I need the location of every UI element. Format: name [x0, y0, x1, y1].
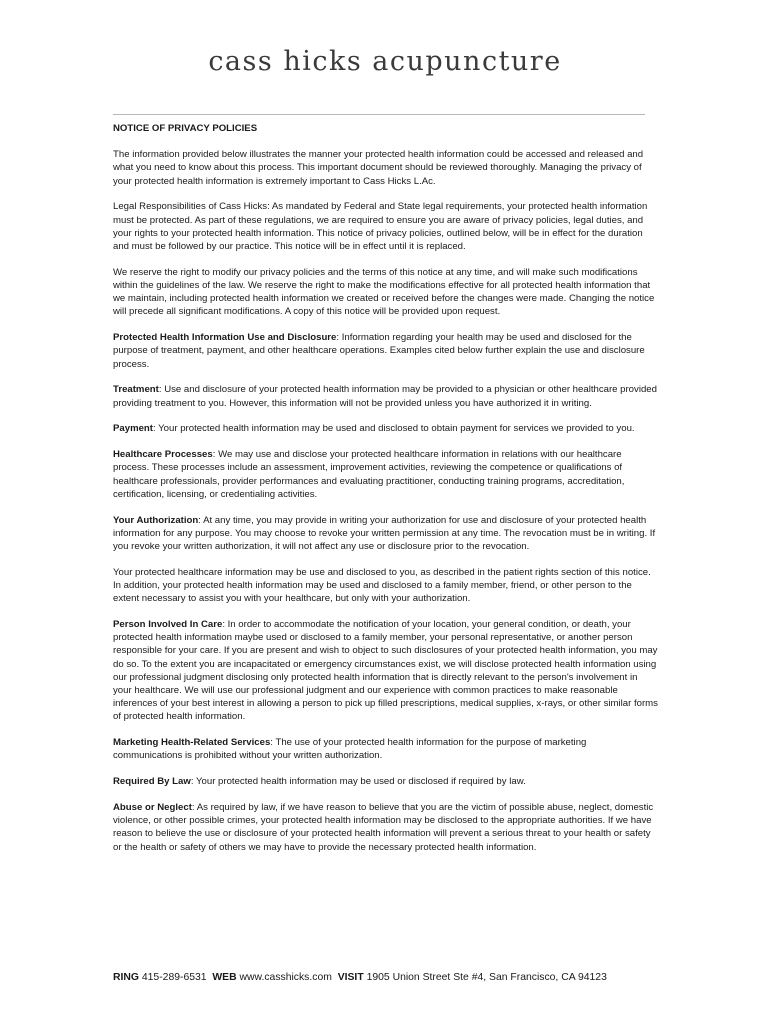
address: 1905 Union Street Ste #4, San Francisco, CA 94123 [366, 972, 607, 983]
paragraph [113, 566, 658, 606]
paragraph [113, 736, 658, 762]
notice-body [113, 122, 658, 866]
paragraph [113, 331, 658, 371]
paragraph-text: : Your protected health information may be used and disclosed to obtain payment for services we provided to you. [153, 423, 635, 435]
paragraph-text: : Information regarding your health may be used and disclosed for the purpose of treatment, payment, and other healthcare operations. Examples cited below further explain the use and disclosure process. [113, 332, 645, 370]
paragraph [113, 266, 658, 319]
paragraph [113, 422, 658, 435]
paragraph-text: : The use of your protected health information for the purpose of marketing communications is prohibited without your written authorization. [113, 737, 587, 762]
website: www.casshicks.com [239, 972, 332, 983]
paragraph-heading: Payment [113, 423, 153, 435]
paragraph-heading: Required By Law [113, 776, 191, 788]
visit-label: VISIT [337, 972, 364, 983]
paragraph-text: : As required by law, if we have reason to believe that you are the victim of possible abuse, neglect, domestic violence, or other possible crimes, your protected health information may be disclosed to the appropriate authorities. If we have reason to believe the use or disclosure of your protected health information will prevent a serious threat to your health or safety or the health or safety of others we may have to provide the necessary protected health information. [113, 802, 654, 853]
header-divider [113, 114, 645, 115]
paragraph-heading: Your Authorization [113, 514, 199, 526]
paragraph-text: : In order to accommodate the notification of your location, your general condition, or death, your protected health information maybe used or disclosed to a family member, your personal representative, or another person responsible for your care. If you are present and wish to object to such disclosures of your protected health information, you may do so. To the extent you are incapacitated or emergency circumstances exist, we will disclose protected health information using our professional judgment disclosing only protected health information that is directly relevant to the person's involvement in your healthcare. We will use our professional judgment and our experience with common practices to make reasonable inferences of your best interest in allowing a person to pick up filled prescriptions, medical supplies, x-rays, or other similar forms of protected health information. [113, 619, 658, 723]
paragraph-text: Your protected healthcare information may be use and disclosed to you, as described in the patient rights section of this notice. In addition, your protected health information may be used and disclosed to a family member, friend, or other person to the extent necessary to assist you with your healthcare, but only with your authorization. [113, 566, 651, 605]
paragraph-text: : At any time, you may provide in writing your authorization for use and disclosure of your protected health information for any purpose. You may choose to revoke your written permission at any time. The revocation must be in writing. If you revoke your written authorization, it will not affect any use or disclosure prior to the revocation. [113, 514, 656, 553]
contact-footer [113, 972, 673, 983]
paragraph-heading: Treatment [113, 384, 159, 396]
phone-number: 415-289-6531 [141, 972, 207, 983]
paragraph [113, 148, 658, 188]
paragraph-heading: Abuse or Neglect [113, 802, 192, 814]
ring-label: RING [113, 972, 139, 983]
paragraph-text: : We may use and disclose your protected healthcare information in relations with our healthcare process. These processes include an assessment, improvement activities, reviewing the competence or qualifications of healthcare professionals, provider performances and evaluating practitioner, conducting training programs, accreditation, certification, licensing, or credentialing activities. [113, 449, 625, 500]
paragraph [113, 514, 658, 554]
paragraph [113, 618, 658, 724]
paragraph-text: The information provided below illustrates the manner your protected health information could be accessed and released and what you need to know about this process. This important document should be reviewed thoroughly. Managing the privacy of your protected health information is extremely important to Cass Hicks L.Ac. [113, 149, 644, 187]
paragraph-heading: Person Involved In Care [113, 619, 223, 631]
paragraph [113, 775, 658, 788]
paragraph-text: : Use and disclosure of your protected health information may be provided to a physician or other healthcare provided providing treatment to you. However, this information will not be provided unless you have authorized it in writing. [113, 384, 657, 409]
paragraph [113, 801, 658, 854]
paragraph [113, 383, 658, 409]
notice-title: NOTICE OF PRIVACY POLICIES [113, 123, 258, 134]
brand-logo: cass hicks acupuncture [208, 46, 562, 77]
paragraph-text: : Your protected health information may be used or disclosed if required by law. [190, 776, 526, 788]
paragraph [113, 448, 658, 501]
web-label: WEB [212, 972, 237, 983]
paragraph-heading: Healthcare Processes [113, 449, 213, 461]
paragraph-heading: Protected Health Information Use and Disclosure [113, 332, 337, 344]
paragraph [113, 200, 658, 253]
paragraph-heading: Marketing Health-Related Services [113, 737, 271, 749]
paragraph-text: We reserve the right to modify our privacy policies and the terms of this notice at any time, and will make such modifications within the guidelines of the law. We reserve the right to make the modifications effective for all protected health information that we maintain, including protected health information we created or received before the changes were made. Changing the notice will precede all significant modifications. A copy of this notice will be provided upon request. [113, 266, 655, 318]
paragraph-text: Legal Responsibilities of Cass Hicks: As mandated by Federal and State legal requirements, your protected health information must be protected. As part of these regulations, we are required to ensure you are aware of privacy policies, legal duties, and your rights to your protected health information. This notice of privacy policies, outlined below, will be in effect for the duration and must be followed by our practice. This notice will be in effect until it is replaced. [113, 201, 648, 253]
